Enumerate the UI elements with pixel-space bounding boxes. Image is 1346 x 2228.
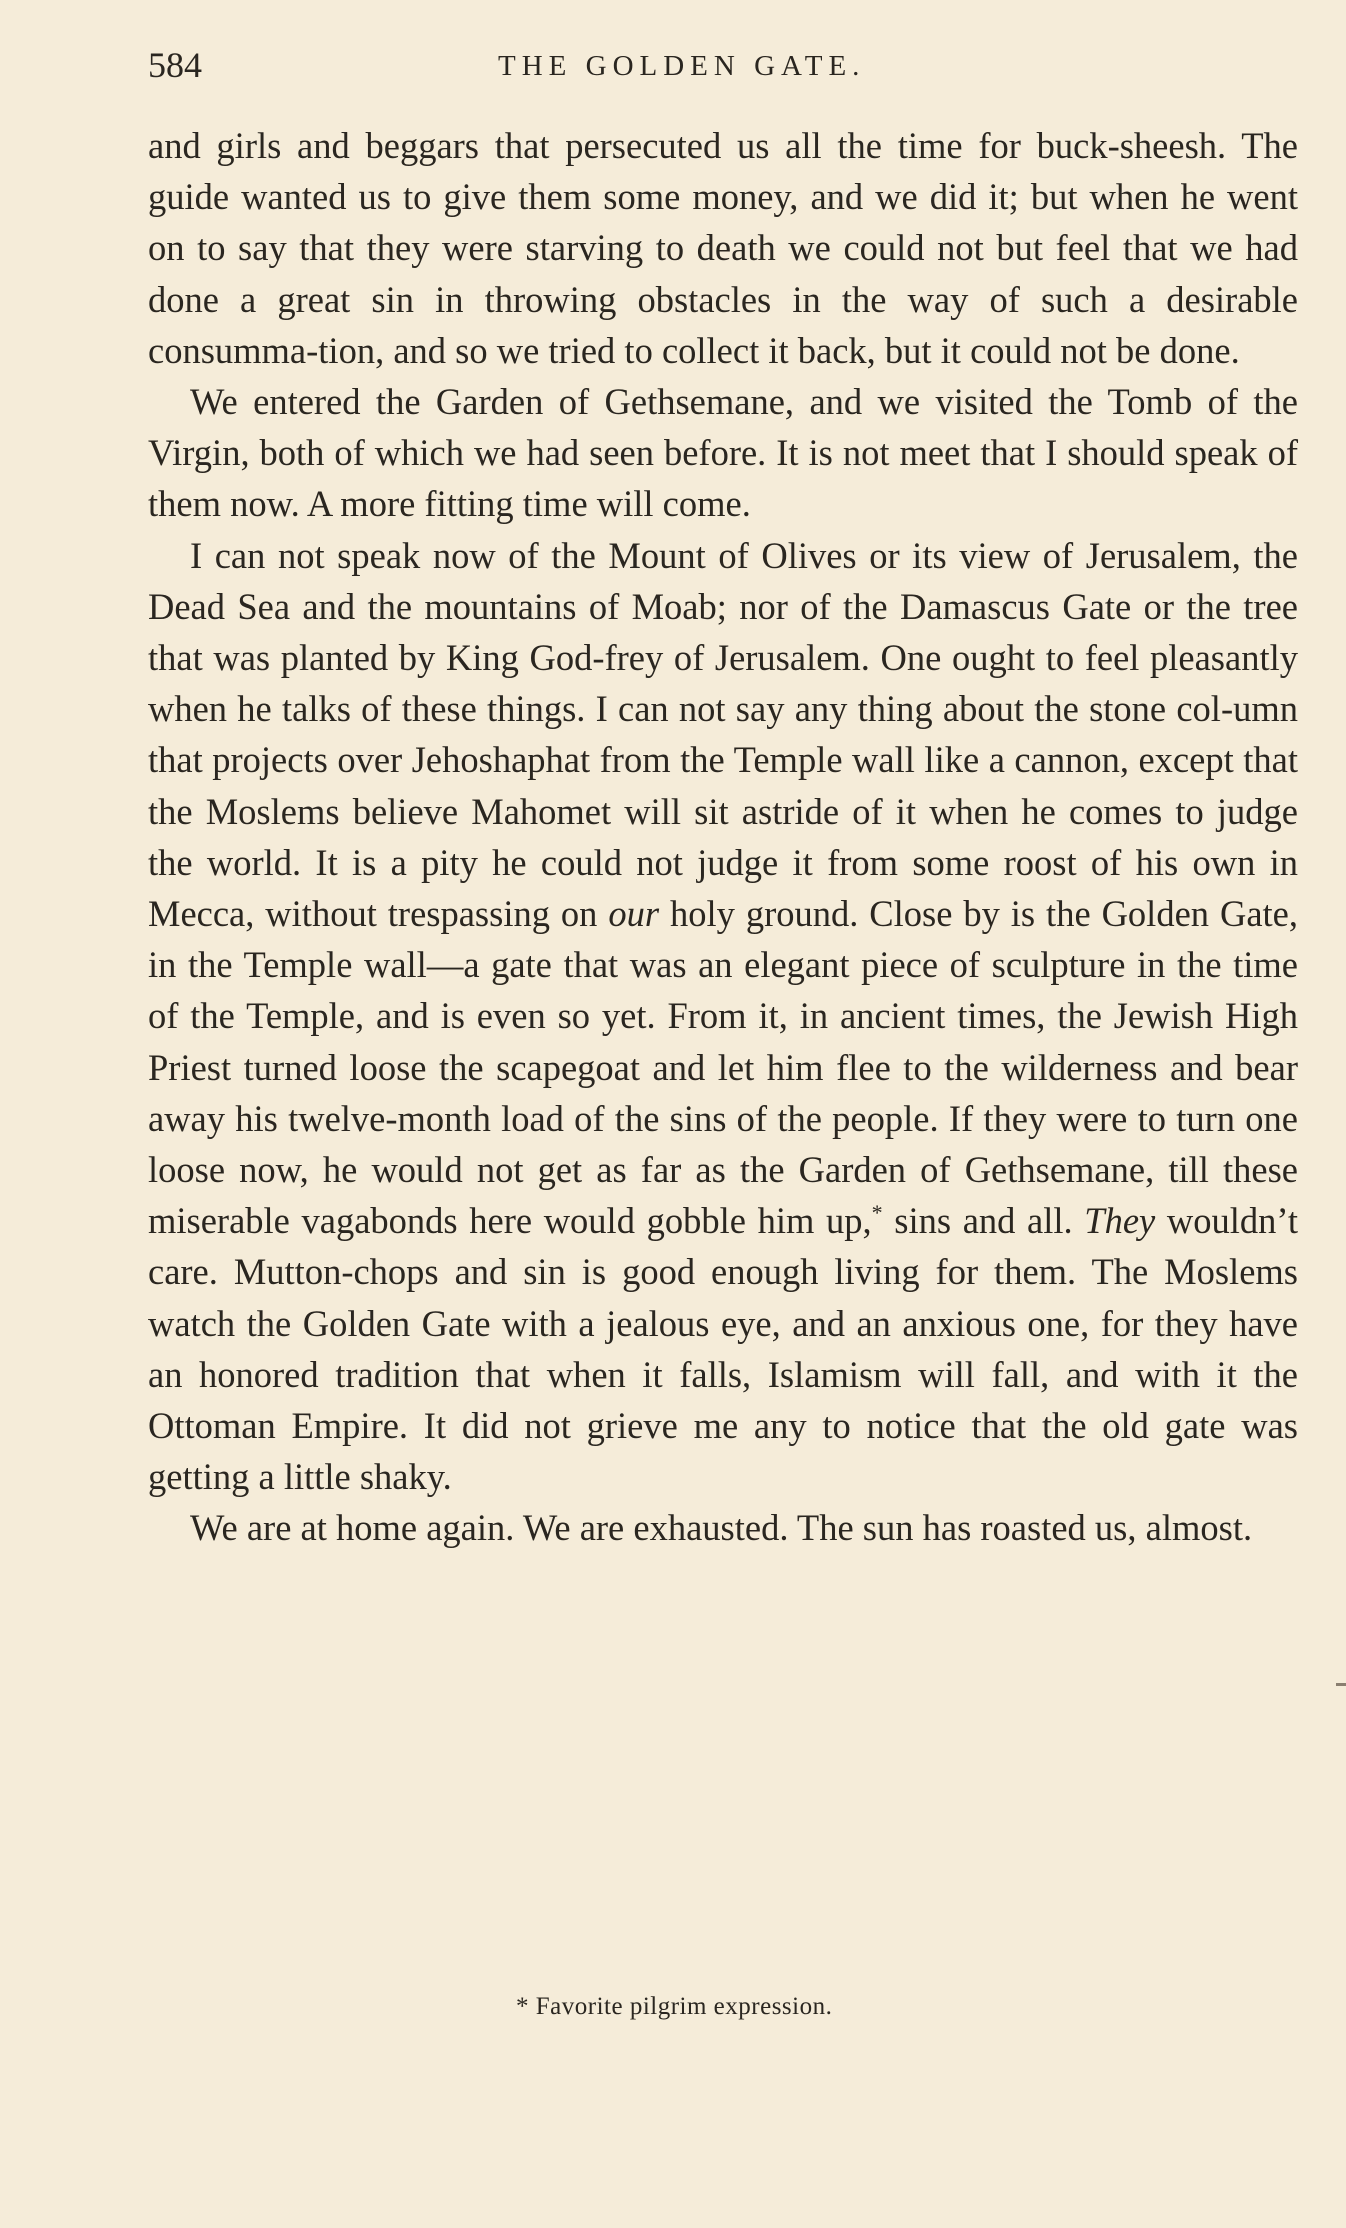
running-title: THE GOLDEN GATE. (498, 50, 866, 82)
footnote: * Favorite pilgrim expression. (516, 1993, 833, 2020)
paragraph (148, 376, 1298, 530)
paragraph-text: sins and all. (882, 1200, 1085, 1242)
paragraph-text: holy ground. Close by is the Golden Gate, in the Temple wall—a gate that was an elegant piece of sculpture in the time of the Temple, and is even so yet. From it, in ancient times, the Jewish High Priest turned loose the scapegoat and let him flee to the wilderness and bear away his twelve-month load of the sins of the people. If they were to turn one loose now, he would not get as far as the Garden of Gethsemane, till these miserable vagabonds here would gobble him up, (148, 893, 1298, 1242)
italic-text: They (1084, 1200, 1156, 1242)
paragraph-text: and girls and beggars that persecuted us all the time for buck-sheesh. The guide wanted us to give them some money, and we did it; but when he went on to say that they were starving to death we could not but feel that we had done a great sin in throwing obstacles in the way of such a desirable consumma-tion, and so we tried to collect it back, but it could not be done. (148, 125, 1298, 371)
paragraph-text: We are at home again. We are exhausted. The sun has roasted us, almost. (190, 1507, 1253, 1549)
paragraph-text: wouldn’t care. Mutton-chops and sin is good enough living for them. The Moslems watch the Golden Gate with a jealous eye, and an anxious one, for they have an honored tradition that when it falls, Islamism will fall, and with it the Ottoman Empire. It did not grieve me any to notice that the old gate was getting a little shaky. (148, 1200, 1299, 1498)
paragraph-text: We entered the Garden of Gethsemane, and we visited the Tomb of the Virgin, both of which we had seen before. It is not meet that I should speak of them now. A more fitting time will come. (148, 381, 1298, 525)
paragraph (148, 530, 1298, 1503)
paragraph-text: I can not speak now of the Mount of Olives or its view of Jerusalem, the Dead Sea and the mountains of Moab; nor of the Damascus Gate or the tree that was planted by King God-frey of Jerusalem. One ought to feel pleasantly when he talks of these things. I can not say any thing about the stone col-umn that projects over Jehoshaphat from the Temple wall like a cannon, except that the Moslems believe Mahomet will sit astride of it when he comes to judge the world. It is a pity he could not judge it from some roost of his own in Mecca, without trespassing on (148, 534, 1298, 935)
footnote-marker: * (871, 1200, 883, 1226)
edge-mark (1336, 1683, 1346, 1686)
paragraph (148, 120, 1298, 376)
italic-text: our (608, 893, 660, 935)
body-text (148, 120, 1298, 1554)
page-header (148, 44, 1298, 92)
page-number: 584 (148, 45, 202, 85)
paragraph (148, 1502, 1298, 1553)
